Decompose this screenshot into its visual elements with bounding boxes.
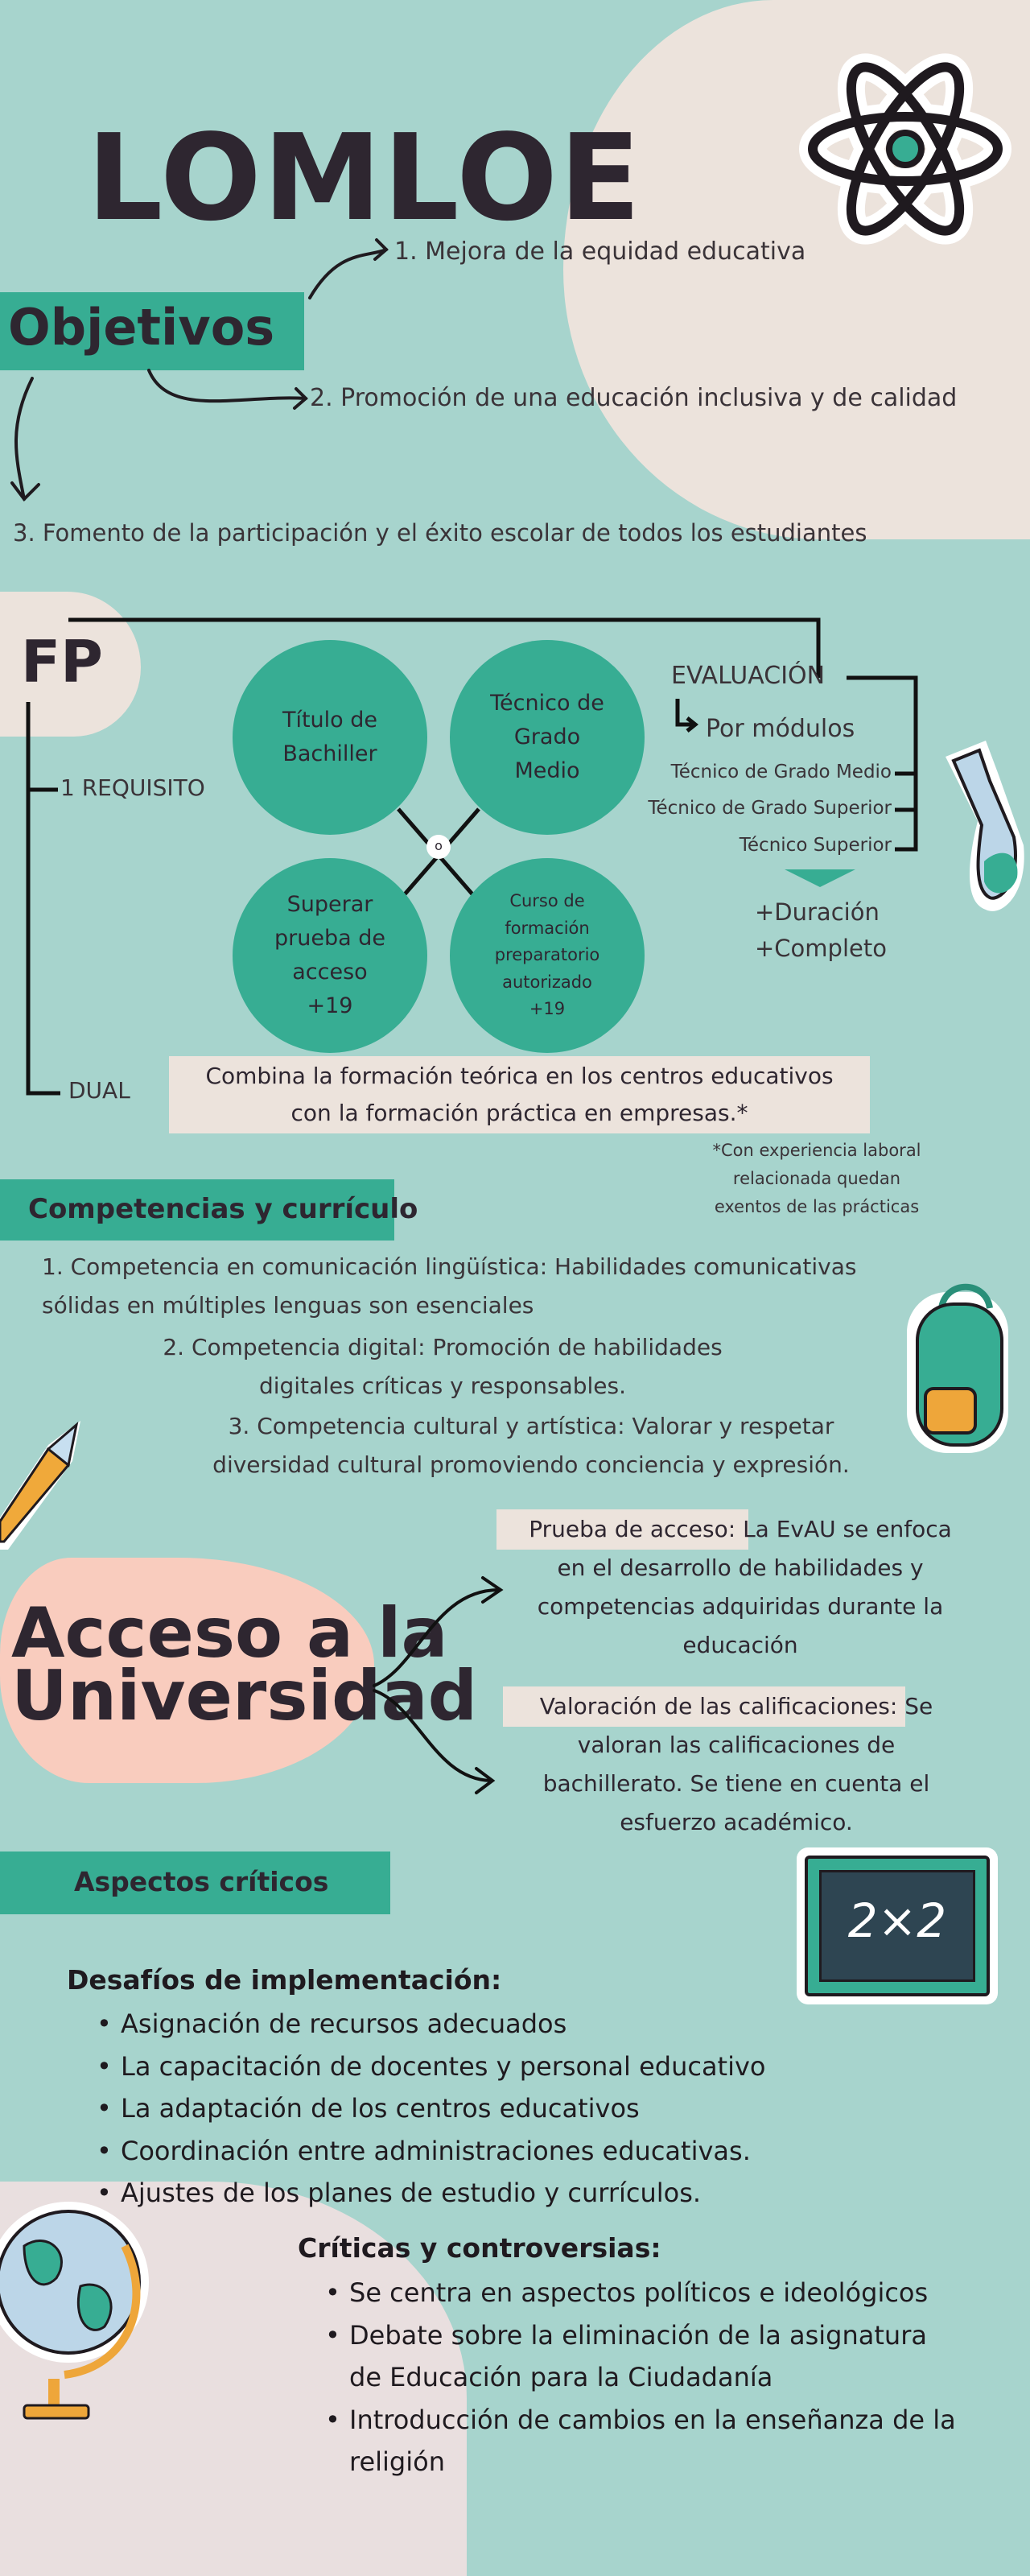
circle-line: preparatorio [494, 945, 600, 965]
chalkboard-surface [819, 1870, 975, 1982]
prueba-line: competencias adquiridas durante la [537, 1593, 944, 1620]
footnote-line: *Con experiencia laboral [712, 1141, 921, 1160]
circle-line: autorizado [502, 972, 592, 992]
universidad-title-line: Universidad [11, 1656, 478, 1736]
list-item: • La capacitación de docentes y personal educativo [93, 2046, 898, 2088]
objetivos-label: Objetivos [8, 298, 275, 357]
objetivo-2: 2. Promoción de una educación inclusiva y de calidad [310, 384, 958, 412]
prueba-line: La EvAU se enfoca [743, 1516, 952, 1542]
page-title: LOMLOE [87, 109, 643, 247]
resultado-duracion: +Duración [755, 898, 880, 926]
universidad-title-line: Acceso a la [11, 1593, 448, 1674]
valoracion-line: bachillerato. Se tiene en cuenta el [542, 1770, 930, 1797]
circle-line: prueba de [274, 926, 385, 952]
circle-line: acceso [292, 960, 368, 985]
circle-line: Medio [514, 758, 580, 783]
resultado-completo: +Completo [755, 935, 887, 962]
circle-line: formación [505, 918, 590, 938]
aspectos-label: Aspectos críticos [74, 1866, 329, 1897]
list-item: • Debate sobre la eliminación de la asignatura de Educación para la Ciudadanía [322, 2314, 982, 2399]
fp-dual-label: DUAL [68, 1077, 130, 1104]
list-item: • Introducción de cambios en la enseñanza de la religión [322, 2399, 982, 2483]
prueba-line: en el desarrollo de habilidades y [557, 1554, 924, 1581]
competencia-line: sólidas en múltiples lenguas son esenciales [42, 1292, 534, 1319]
criticas-list [322, 2272, 982, 2483]
fp-label: FP [21, 628, 103, 696]
valoracion-line: Se [904, 1693, 933, 1719]
chalkboard-icon [797, 1847, 998, 2004]
dual-desc-line: Combina la formación teórica en los centros educativos [205, 1063, 834, 1089]
fp-footnote [688, 1137, 946, 1221]
list-item: • La adaptación de los centros educativos [93, 2087, 898, 2130]
valoracion-label: Valoración de las calificaciones: [539, 1693, 898, 1719]
list-item: • Coordinación entre administraciones educativas. [93, 2130, 898, 2173]
criticas-heading: Críticas y controversias: [298, 2232, 661, 2264]
nivel-tecnico-superior: Técnico Superior [739, 835, 892, 856]
flask-icon [933, 724, 1028, 926]
chalkboard-frame [805, 1856, 990, 1996]
dual-desc-line: con la formación práctica en empresas.* [290, 1100, 748, 1126]
competencia-line: 3. Competencia cultural y artística: Valorar y respetar [228, 1413, 834, 1439]
valoracion-text [487, 1687, 986, 1842]
nivel-grado-medio: Técnico de Grado Medio [670, 762, 892, 782]
competencia-line: 2. Competencia digital: Promoción de habilidades [163, 1334, 723, 1360]
competencias-label: Competencias y currículo [28, 1193, 418, 1225]
circle-line: Bachiller [282, 741, 377, 766]
competencia-line: 1. Competencia en comunicación lingüística: Habilidades comunicativas [42, 1253, 857, 1280]
desafios-heading: Desafíos de implementación: [67, 1964, 502, 1996]
globe-icon [0, 2198, 161, 2431]
objetivo-3: 3. Fomento de la participación y el éxito escolar de todos los estudiantes [13, 519, 867, 547]
list-item: • Ajustes de los planes de estudio y currículos. [93, 2172, 898, 2215]
list-item: • Se centra en aspectos políticos e ideológicos [322, 2272, 982, 2314]
backpack-icon [905, 1276, 1010, 1457]
por-modulos-label: Por módulos [706, 715, 855, 743]
circle-line: Grado [513, 724, 581, 750]
objetivo-1: 1. Mejora de la equidad educativa [394, 237, 806, 266]
circle-line: Superar [286, 892, 373, 918]
valoracion-line: esfuerzo académico. [620, 1809, 853, 1835]
prueba-line: educación [682, 1632, 798, 1658]
circle-line: Título de [282, 708, 378, 733]
universidad-arrows [0, 0, 563, 1852]
footnote-line: relacionada quedan [732, 1169, 901, 1188]
valoracion-line: valoran las calificaciones de [577, 1732, 896, 1758]
desafios-list [93, 2003, 898, 2215]
competencia-line: diversidad cultural promoviendo conciencia y expresión. [212, 1451, 850, 1478]
circle-line: Curso de [509, 891, 585, 911]
center-dot-label: o [435, 838, 443, 853]
nivel-grado-superior: Técnico de Grado Superior [648, 798, 892, 819]
circle-line: Técnico de [490, 691, 604, 716]
list-item: • Asignación de recursos adecuados [93, 2003, 898, 2046]
fp-requisito-label: 1 REQUISITO [60, 774, 205, 801]
footnote-line: exentos de las prácticas [714, 1197, 920, 1216]
evaluacion-label: EVALUACIÓN [671, 662, 826, 690]
competencia-line: digitales críticas y responsables. [258, 1373, 627, 1399]
prueba-acceso-text [491, 1510, 990, 1665]
circle-line: +19 [307, 993, 353, 1018]
chalkboard-text: 2×2 [847, 1893, 947, 1948]
prueba-label: Prueba de acceso: [529, 1516, 736, 1542]
circle-line: +19 [529, 999, 566, 1019]
